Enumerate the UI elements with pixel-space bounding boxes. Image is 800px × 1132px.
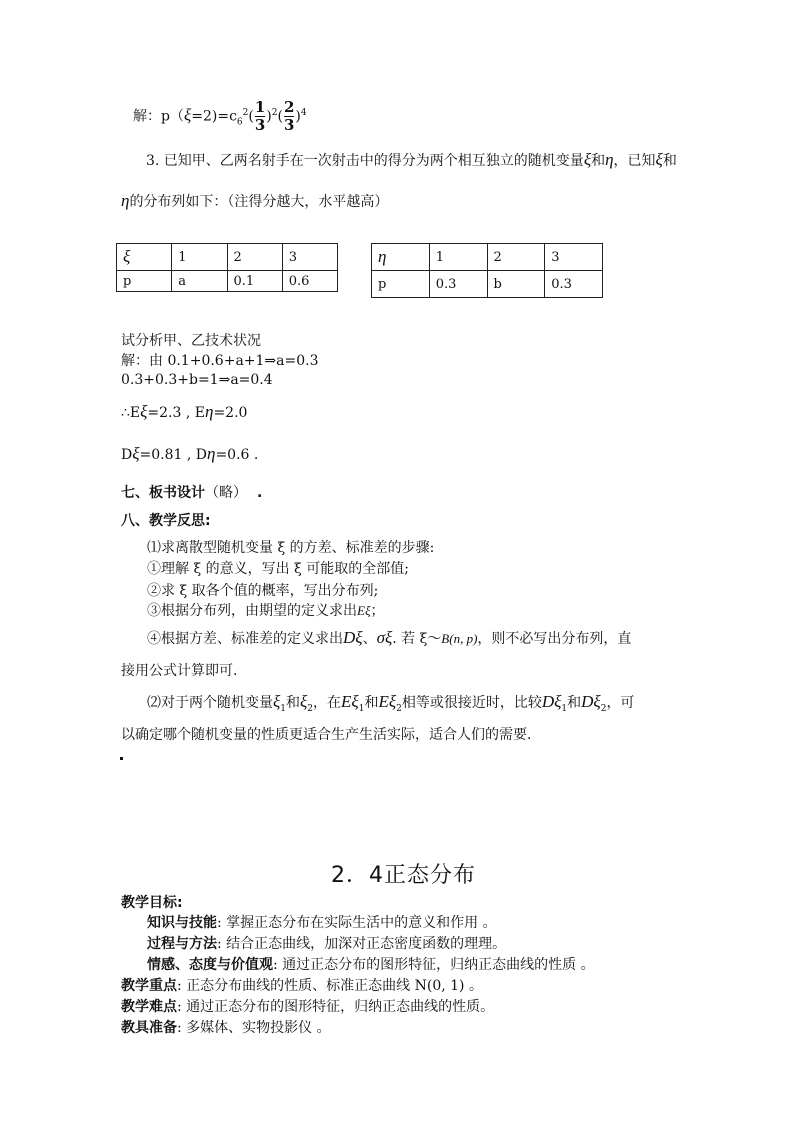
goal-process: 过程与方法: 结合正态曲线，加深对正态密度函数的理理。 (147, 936, 507, 952)
solution-line (133, 100, 307, 133)
reflection-p5: ④根据方差、标准差的定义求出Dξ、σξ. 若 ξ～B(n, p)，则不必写出分布列，直 (147, 628, 632, 647)
table-row: p a 0.1 0.6 (117, 271, 338, 292)
section8-heading: 八、教学反思: (121, 513, 211, 529)
table-xi (116, 243, 338, 292)
fraction-one-third: $\frac{1}{3}$ (254, 98, 266, 134)
variance-line: Dξ=0.81 , Dη=0.6 . (121, 444, 259, 463)
expectation-line: ∴Eξ=2.3 , Eη=2.0 (121, 402, 248, 421)
goal-emotion: 情感、态度与价值观: 通过正态分布的图形特征，归纳正态曲线的性质 。 (147, 957, 595, 973)
reflection-p7: ⑵对于两个随机变量$\xi_1$和$\xi_2$，在$E\xi_1$和$E\xi_2$相等或很接近时，比较$D\xi_1$和$D\xi_2$，可 (147, 692, 635, 714)
problem3-line1: 3. 已知甲、乙两名射手在一次射击中的得分为两个相互独立的随机变量ξ和η，已知ξ和 (146, 150, 677, 169)
table-eta (371, 243, 603, 298)
section7-heading: 七、板书设计（略） . (121, 485, 263, 501)
table-row: p 0.3 b 0.3 (372, 271, 603, 298)
analysis-line1: 试分析甲、乙技术状况 (121, 333, 261, 349)
superscript: 2 (271, 107, 278, 118)
reflection-p2: ①理解 ξ 的意义，写出 ξ 可能取的全部值; (147, 561, 409, 577)
key-points: 教学重点: 正态分布曲线的性质、标准正态曲线 N(0, 1) 。 (121, 978, 483, 994)
solution-prefix: 解：p（ (133, 108, 184, 125)
goal-label: 教学目标: (121, 895, 183, 911)
fraction-two-thirds: $\frac{2}{3}$ (283, 98, 295, 134)
reflection-p3: ②求 ξ 取各个值的概率，写出分布列; (147, 583, 379, 599)
superscript: 2 (242, 107, 249, 118)
solution-mid: =2)=c (191, 108, 237, 125)
table-row: η 1 2 3 (372, 244, 603, 271)
analysis-line3: 0.3+0.3+b=1⇒a=0.4 (121, 372, 273, 388)
reflection-p6: 接用公式计算即可. (121, 663, 238, 679)
difficult-points: 教学难点: 通过正态分布的图形特征，归纳正态曲线的性质。 (121, 999, 495, 1015)
paren: ) (295, 108, 301, 125)
xi-symbol: ξ (183, 105, 192, 125)
superscript: 4 (300, 107, 307, 118)
problem3-line2: η的分布列如下：（注得分越大，水平越高） (121, 191, 389, 210)
goal-knowledge: 知识与技能: 掌握正态分布在实际生活中的意义和作用 。 (147, 915, 497, 931)
reflection-p4: ③根据分布列，由期望的定义求出Eξ； (147, 603, 385, 619)
section-title: 2．4正态分布 (331, 863, 476, 888)
analysis-line2: 解：由 0.1+0.6+a+1⇒a=0.3 (121, 353, 319, 369)
reflection-p1: ⑴求离散型随机变量 ξ 的方差、标准差的步骤: (147, 540, 435, 556)
table-row: ξ 1 2 3 (117, 244, 338, 271)
teaching-tools: 教具准备: 多媒体、实物投影仪 。 (121, 1020, 331, 1036)
stray-dot (120, 757, 123, 760)
paren: ) (266, 108, 272, 125)
reflection-p8: 以确定哪个随机变量的性质更适合生产生活实际，适合人们的需要. (121, 727, 532, 743)
subscript: 6 (236, 117, 243, 128)
paren: ( (277, 108, 283, 125)
paren: ( (248, 108, 254, 125)
